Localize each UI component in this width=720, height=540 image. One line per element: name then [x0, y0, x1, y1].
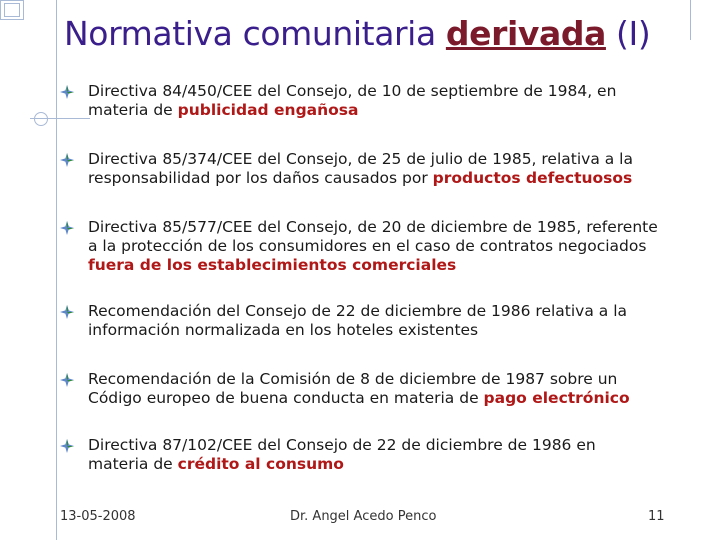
title-prefix: Normativa comunitaria: [64, 14, 446, 53]
item-text: Directiva 85/577/CEE del Consejo, de 20 de diciembre de 1985, referente a la protección de los consumidores en el caso de contratos negociados: [88, 218, 658, 255]
item-highlight: crédito al consumo: [177, 455, 344, 473]
star-bullet-icon: [60, 153, 74, 167]
decor-corner-box: [0, 0, 24, 20]
decor-vertical-line: [56, 0, 57, 540]
item-text: Directiva 84/450/CEE del Consejo, de 10 de septiembre de 1984, en materia de: [88, 82, 617, 119]
star-bullet-icon: [60, 85, 74, 99]
footer-author: Dr. Angel Acedo Penco: [290, 509, 437, 524]
page-title: [64, 14, 664, 53]
title-emphasis: derivada: [445, 14, 606, 53]
item-highlight: publicidad engañosa: [177, 101, 359, 119]
title-suffix: (I): [605, 14, 651, 53]
item-text: Recomendación de la Comisión de 8 de diciembre de 1987 sobre un Código europeo de buena conducta en materia de: [88, 370, 618, 407]
star-bullet-icon: [60, 221, 74, 235]
item-text: Directiva 87/102/CEE del Consejo de 22 de diciembre de 1986 en materia de: [88, 436, 596, 473]
decor-right-line: [690, 0, 691, 40]
item-highlight: pago electrónico: [483, 389, 630, 407]
item-highlight: fuera de los establecimientos comerciales: [88, 256, 457, 274]
item-text: Directiva 85/374/CEE del Consejo, de 25 de julio de 1985, relativa a la responsabilidad por los daños causados por: [88, 150, 633, 187]
item-highlight: productos defectuosos: [432, 169, 633, 187]
star-bullet-icon: [60, 439, 74, 453]
footer-page-number: 11: [648, 509, 665, 524]
item-text: Recomendación del Consejo de 22 de diciembre de 1986 relativa a la información normalizada en los hoteles existentes: [88, 302, 627, 339]
footer-date: 13-05-2008: [60, 509, 136, 524]
decor-circle: [34, 112, 48, 126]
star-bullet-icon: [60, 305, 74, 319]
star-bullet-icon: [60, 373, 74, 387]
